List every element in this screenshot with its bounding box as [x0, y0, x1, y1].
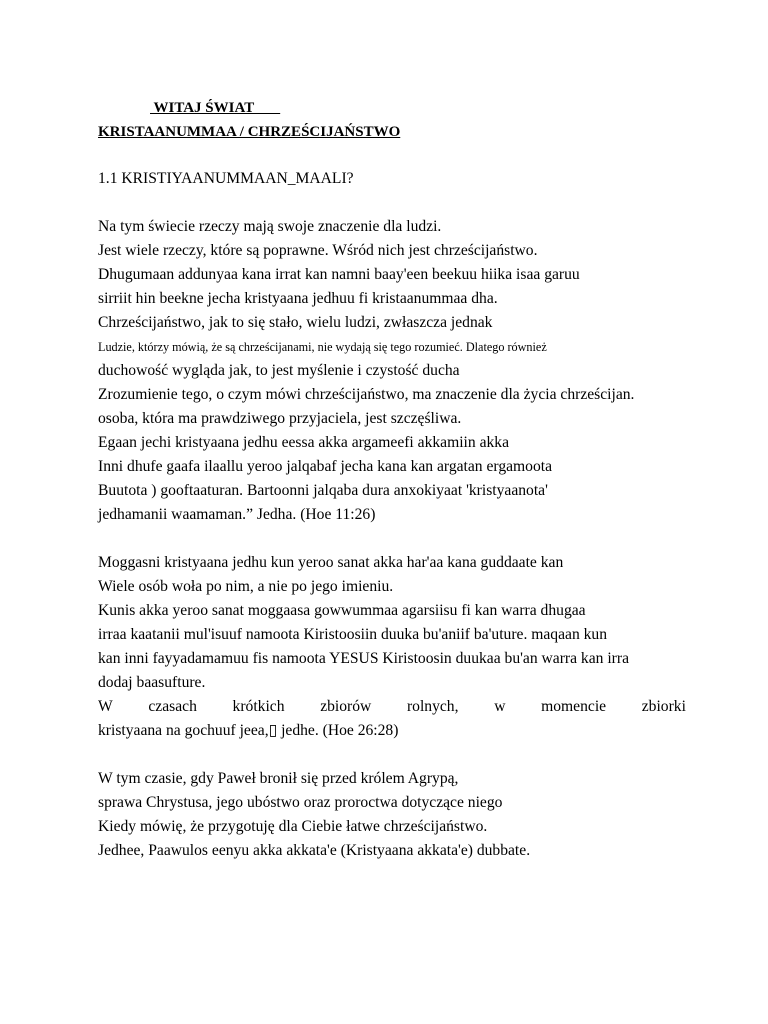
justified-word: W [98, 698, 113, 715]
text-line: Jest wiele rzeczy, które są poprawne. Wśród nich jest chrześcijaństwo. [98, 242, 538, 259]
text-line: Buutota ) gooftaaturan. Bartoonni jalqaba dura anxokiyaat 'kristyaanota' [98, 482, 548, 499]
section-heading: 1.1 KRISTIYAANUMMAAN_MAALI? [98, 170, 354, 187]
text-line: sirriit hin beekne jecha kristyaana jedhuu fi kristaanummaa dha. [98, 290, 498, 307]
text-line: dodaj baasufture. [98, 674, 206, 691]
document-subtitle: KRISTAANUMMAA / CHRZEŚCIJAŃSTWO [98, 124, 401, 140]
text-line: irraa kaatanii mul'isuuf namoota Kiristoosiin duuka bu'aniif ba'uture. maqaan kun [98, 626, 608, 643]
text-line: Dhugumaan addunyaa kana irrat kan namni baay'een beekuu hiika isaa garuu [98, 266, 580, 283]
text-line: Zrozumienie tego, o czym mówi chrześcijaństwo, ma znaczenie dla życia chrześcijan. [98, 386, 635, 403]
text-line: Moggasni kristyaana jedhu kun yeroo sanat akka har'aa kana guddaate kan [98, 554, 564, 571]
text-line: Wiele osób woła po nim, a nie po jego imieniu. [98, 578, 394, 595]
text-line: kan inni fayyadamamuu fis namoota YESUS Kiristoosin duukaa bu'an warra kan irra [98, 650, 629, 667]
text-line: duchowość wygląda jak, to jest myślenie i czystość ducha [98, 362, 460, 379]
text-line: osoba, która ma prawdziwego przyjaciela, jest szczęśliwa. [98, 410, 462, 427]
text-line: Kunis akka yeroo sanat moggaasa gowwummaa agarsiisu fi kan warra dhugaa [98, 602, 586, 619]
justified-word: czasach [148, 698, 197, 715]
text-line: Na tym świecie rzeczy mają swoje znaczenie dla ludzi. [98, 218, 442, 235]
text-line: Egaan jechi kristyaana jedhu eessa akka argameefi akkamiin akka [98, 434, 510, 451]
text-line: Jedhee, Paawulos eenyu akka akkata'e (Kristyaana akkata'e) dubbate. [98, 842, 531, 859]
justified-word: momencie [541, 698, 607, 715]
text-line: Kiedy mówię, że przygotuję dla Ciebie łatwe chrześcijaństwo. [98, 818, 488, 835]
text-line: Ludzie, którzy mówią, że są chrześcijanami, nie wydają się tego rozumieć. Dlatego również [98, 340, 547, 354]
text-line: jedhamanii waamaman.” Jedha. (Hoe 11:26) [98, 506, 376, 523]
justified-word: rolnych, [406, 698, 459, 715]
text-line: sprawa Chrystusa, jego ubóstwo oraz proroctwa dotyczące niego [98, 794, 503, 811]
justified-word: zbiorów [320, 698, 372, 715]
text-line: W tym czasie, gdy Paweł bronił się przed królem Agrypą, [98, 770, 459, 787]
justified-text-line [98, 698, 686, 716]
justified-word: w [494, 698, 506, 715]
document-title: WITAJ ŚWIAT [150, 100, 281, 116]
justified-word: zbiorki [641, 698, 686, 715]
text-line: Inni dhufe gaafa ilaallu yeroo jalqabaf jecha kana kan argatan ergamoota [98, 458, 553, 475]
justified-word: krótkich [232, 698, 285, 715]
text-line: Chrześcijaństwo, jak to się stało, wielu ludzi, zwłaszcza jednak [98, 314, 493, 331]
text-line: kristyaana na gochuuf jeea,▯ jedhe. (Hoe 26:28) [98, 722, 399, 739]
